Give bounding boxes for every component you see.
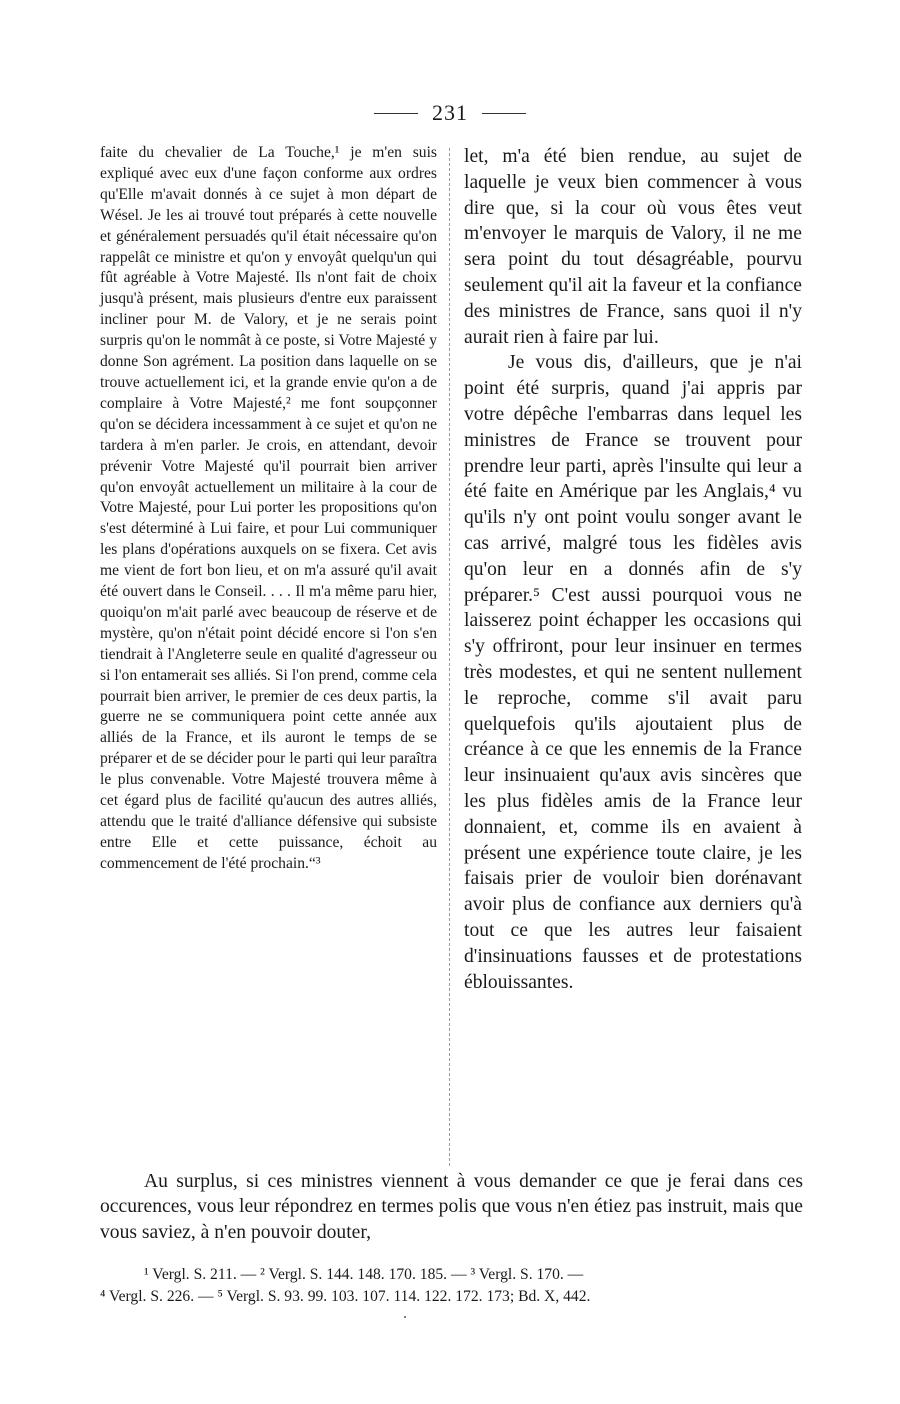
header-dash-right <box>482 113 526 114</box>
column-divider <box>449 148 450 1166</box>
footnote-line: ⁴ Vergl. S. 226. — ⁵ Vergl. S. 93. 99. 103. 107. 114. 122. 172. 173; Bd. X, 442. <box>100 1287 591 1305</box>
full-width-text <box>100 1169 803 1245</box>
print-speck <box>404 1316 406 1318</box>
header-dash-left <box>374 113 418 114</box>
footnote-line: ¹ Vergl. S. 211. — ² Vergl. S. 144. 148. 170. 185. — ³ Vergl. S. 170. — <box>144 1266 584 1283</box>
right-paragraph-2: Je vous dis, d'ailleurs, que je n'ai point été surpris, quand j'ai appris par votre dépêche l'embarras dans lequel les ministres de France se trouvent pour prendre leur parti, après l'insulte qui leur a été faite en Amérique par les Anglais,⁴ vu qu'ils n'y ont point voulu songer avant le cas arrivé, malgré tous les fidèles avis qu'on leur en a donnés afin de s'y préparer.⁵ C'est aussi pourquoi vous ne laisserez point échapper les occasions qui s'y offriront, pour leur insinuer en termes très modestes, et qui ne sentent nullement le reproche, comme s'il avait paru quelquefois qu'ils ajoutaient plus de créance à ce que les ennemis de la France leur insinuaient qu'aux avis sincères que les plus fidèles amis de la France leur donnaient, et, comme ils en avaient à présent une expérience toute claire, je les faisais prier de vouloir bien dorénavant avoir plus de confiance aux derniers qu'à tout ce que les autres leur faisaient d'insinuations fausses et de protestations éblouissantes. <box>464 352 802 993</box>
full-width-paragraph: Au surplus, si ces ministres viennent à vous demander ce que je ferai dans ces occurences, vous leur répondrez en termes polis que vous n'en étiez pas instruit, mais que vous saviez, à n'en pouvoir douter, <box>100 1171 803 1243</box>
left-column <box>100 143 437 875</box>
left-column-text: faite du chevalier de La Touche,¹ je m'en suis expliqué avec eux d'une façon conforme aux ordres qu'Elle m'avait donnés à ce sujet à mon départ de Wésel. Je les ai trouvé tout préparés à cette nouvelle et généralement persuadés qu'il était nécessaire qu'on rappelât ce ministre et qu'on y envoyât quelqu'un qui fût agréable à Votre Majesté. Ils n'ont fait de choix jusqu'à présent, mais plusieurs d'entre eux paraissent incliner pour M. de Valory, et je ne serais point surpris qu'on le nommât à ce poste, si Votre Majesté y donne Son agrément. La position dans laquelle on se trouve actuellement ici, et la grande envie qu'on a de complaire à Votre Majesté,² me font soupçonner qu'on se décidera incessamment à ce sujet et qu'on ne tardera à m'en parler. Je crois, en attendant, devoir prévenir Votre Majesté qu'il pourrait bien arriver qu'on envoyât actuellement un militaire à la cour de Votre Majesté, pour Lui porter les propositions qu'on s'est déterminé à Lui faire, et pour Lui communiquer les plans d'opérations auxquels on se fixera. Cet avis me vient de fort bon lieu, et on m'a assuré qu'il avait été ouvert dans le Conseil. . . . Il m'a même paru hier, quoiqu'on m'ait parlé avec beaucoup de réserve et de mystère, qu'on n'était point décidé encore si l'on s'en tiendrait à l'Angleterre seule en qualité d'agresseur ou si l'on entamerait ses alliés. Si l'on prend, comme cela pourrait bien arriver, le premier de ces deux partis, la guerre ne se communiquera point cette année aux alliés de la France, et ils auront le temps de se préparer et de se décider pour le parti qui leur paraîtra le plus convenable. Votre Majesté trouvera même à cet égard plus de facilité qu'aucun des autres alliés, attendu que le traité d'alliance défensive qui subsiste entre Elle et cette puissance, échoit au commencement de l'été prochain.“³ <box>100 144 437 872</box>
page-number: 231 <box>432 100 468 125</box>
right-paragraph-1: let, m'a été bien rendue, au sujet de laquelle je veux bien commencer à vous dire que, si la cour où vous êtes veut m'envoyer le marquis de Valory, il ne me sera point du tout désagréable, pourvu seulement qu'il ait la faveur et la confiance des ministres de France, sans quoi il n'y aurait rien à faire par lui. <box>464 146 802 348</box>
footnotes <box>100 1264 803 1307</box>
page-header <box>0 96 900 130</box>
right-column <box>464 144 802 995</box>
